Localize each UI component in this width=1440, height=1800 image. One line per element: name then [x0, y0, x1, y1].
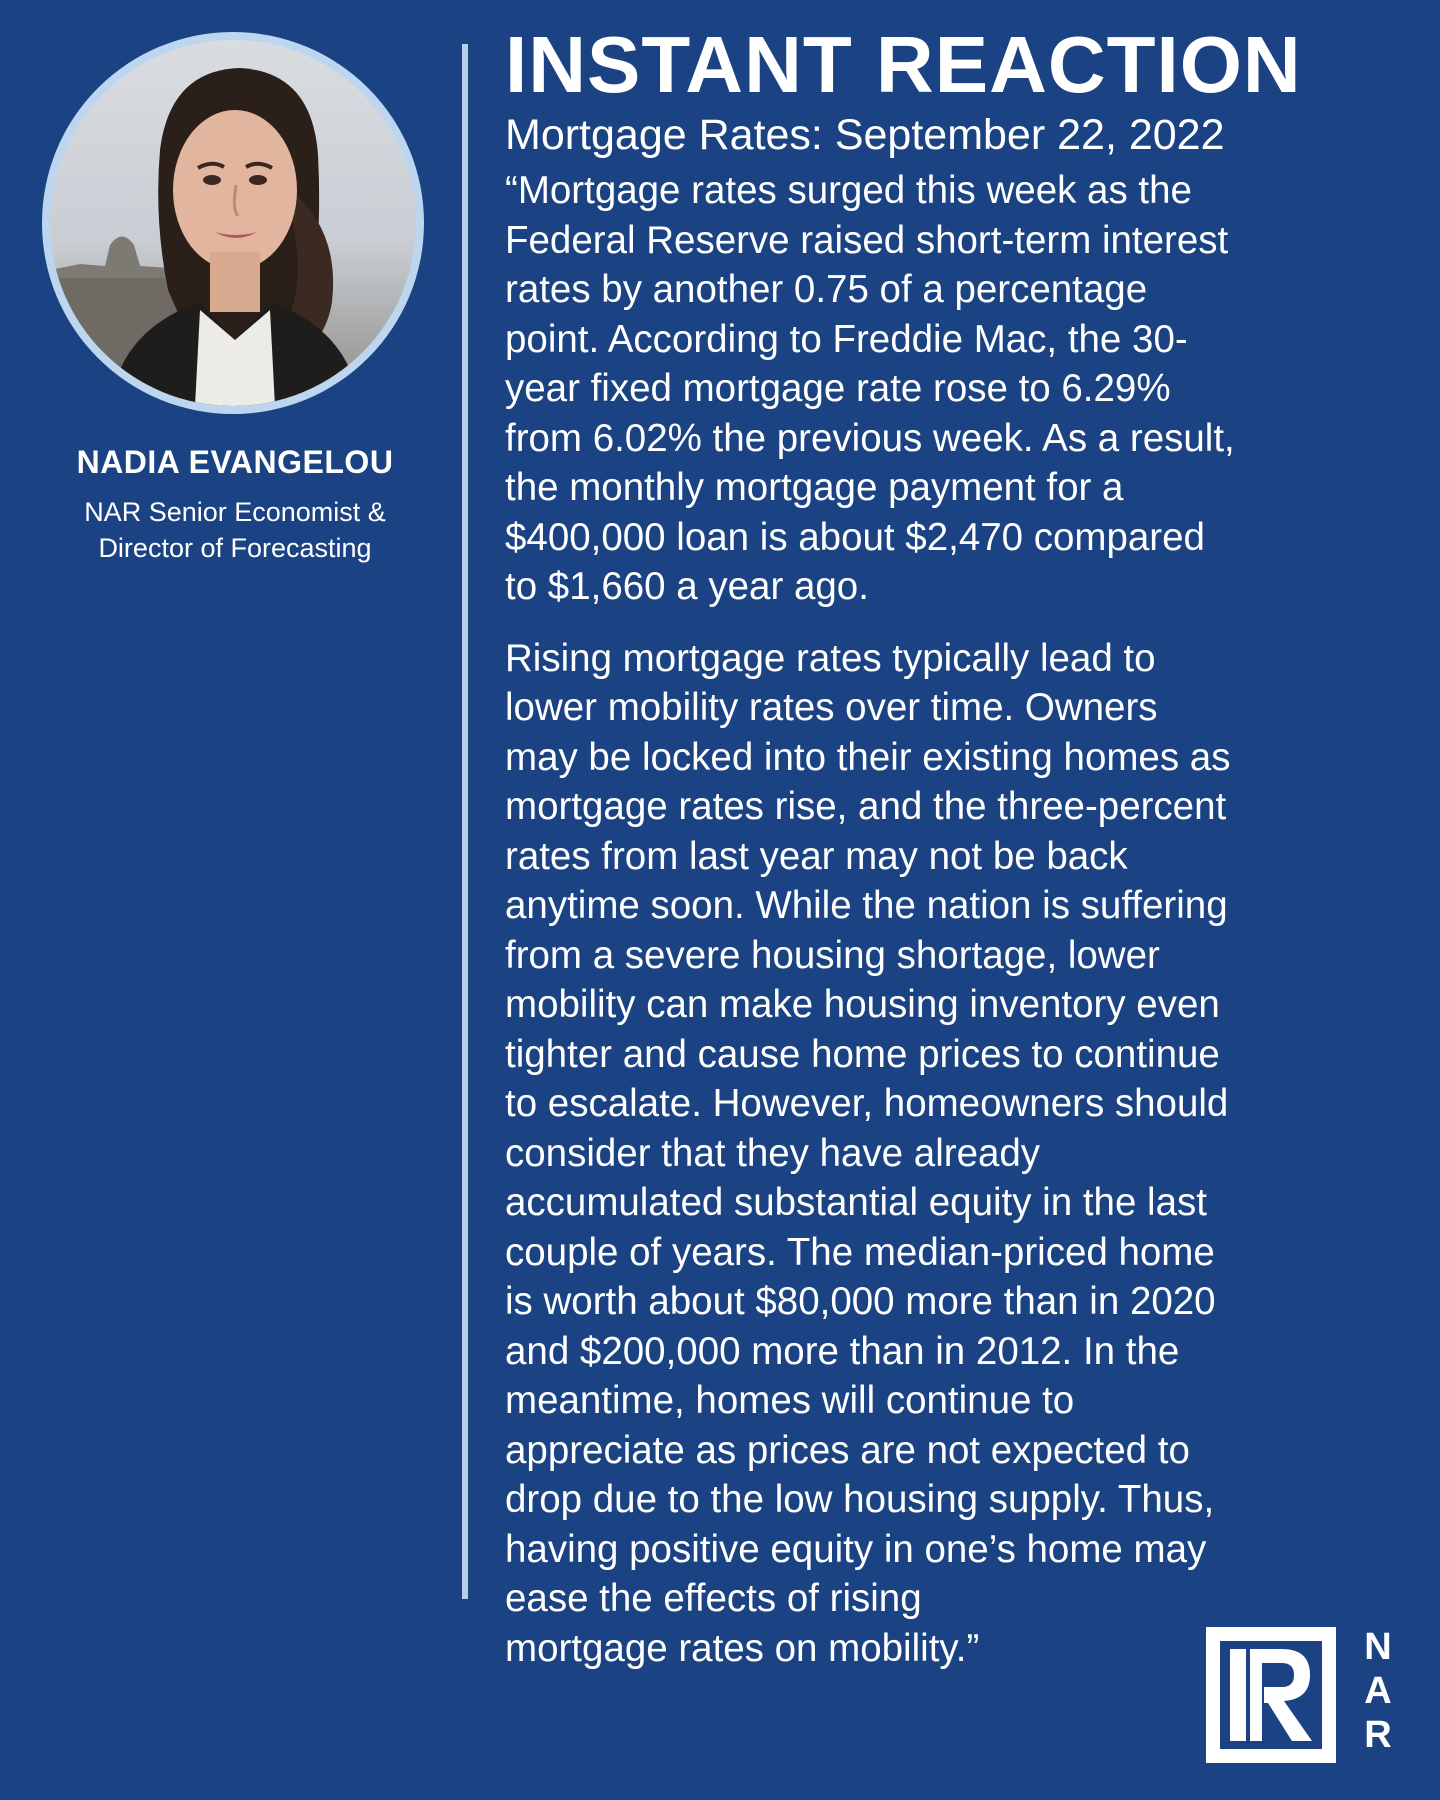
portrait-photo	[42, 32, 424, 414]
text-line: drop due to the low housing supply. Thus,	[505, 1478, 1215, 1521]
nar-logo-letters	[1358, 1625, 1398, 1757]
text-line: anytime soon. While the nation is suffering	[505, 884, 1228, 927]
text-line: to $1,660 a year ago.	[505, 565, 869, 608]
text-line: accumulated substantial equity in the last	[505, 1181, 1207, 1224]
text-line: Rising mortgage rates typically lead to	[505, 636, 1156, 680]
text-line: appreciate as prices are not expected to	[505, 1428, 1190, 1472]
text-line: rates by another 0.75 of a percentage	[505, 268, 1148, 311]
logo-letter: N	[1364, 1626, 1392, 1668]
text-line: year fixed mortgage rate rose to 6.29%	[505, 367, 1171, 410]
text-line: point. According to Freddie Mac, the 30-	[505, 317, 1188, 361]
text-line: ease the effects of rising	[505, 1577, 922, 1620]
quote-paragraph-1	[505, 166, 1435, 612]
text-line: meantime, homes will continue to	[505, 1379, 1075, 1422]
text-line: may be locked into their existing homes as	[505, 735, 1231, 779]
text-line: “Mortgage rates surged this week as the	[505, 169, 1192, 212]
speaker-name: NADIA EVANGELOU	[76, 444, 394, 480]
speaker-role	[20, 494, 450, 566]
logo-letter: R	[1364, 1714, 1392, 1756]
text-line: is worth about $80,000 more than in 2020	[505, 1280, 1216, 1323]
page-title: INSTANT REACTION	[505, 20, 1302, 109]
text-line: mortgage rates rise, and the three-percent	[505, 785, 1227, 828]
text-line: lower mobility rates over time. Owners	[505, 686, 1158, 729]
text-line: couple of years. The median-priced home	[505, 1230, 1215, 1274]
text-line: rates from last year may not be back	[505, 834, 1128, 878]
text-line: mortgage rates on mobility.”	[505, 1626, 980, 1670]
text-line: tighter and cause home prices to continue	[505, 1032, 1220, 1076]
quote-paragraph-2	[505, 634, 1435, 1674]
speaker-role-line: NAR Senior Economist &	[84, 497, 386, 527]
text-line: mobility can make housing inventory even	[505, 983, 1220, 1026]
logo-letter: A	[1364, 1670, 1392, 1712]
main-content	[505, 22, 1435, 1673]
text-line: consider that they have already	[505, 1131, 1041, 1175]
nar-logo-icon	[1206, 1627, 1336, 1763]
text-line: from a severe housing shortage, lower	[505, 933, 1160, 977]
text-line: having positive equity in one’s home may	[505, 1527, 1207, 1571]
text-line: to escalate. However, homeowners should	[505, 1082, 1229, 1125]
vertical-divider	[462, 44, 468, 1599]
text-line: the monthly mortgage payment for a	[505, 466, 1124, 509]
page-subtitle: Mortgage Rates: September 22, 2022	[505, 111, 1225, 159]
text-line: and $200,000 more than in 2012. In the	[505, 1329, 1180, 1373]
portrait-illustration	[50, 40, 416, 406]
text-line: $400,000 loan is about $2,470 compared	[505, 515, 1205, 559]
speaker-role-line: Director of Forecasting	[98, 533, 372, 563]
text-line: Federal Reserve raised short-term interest	[505, 218, 1229, 262]
text-line: from 6.02% the previous week. As a result,	[505, 416, 1235, 460]
